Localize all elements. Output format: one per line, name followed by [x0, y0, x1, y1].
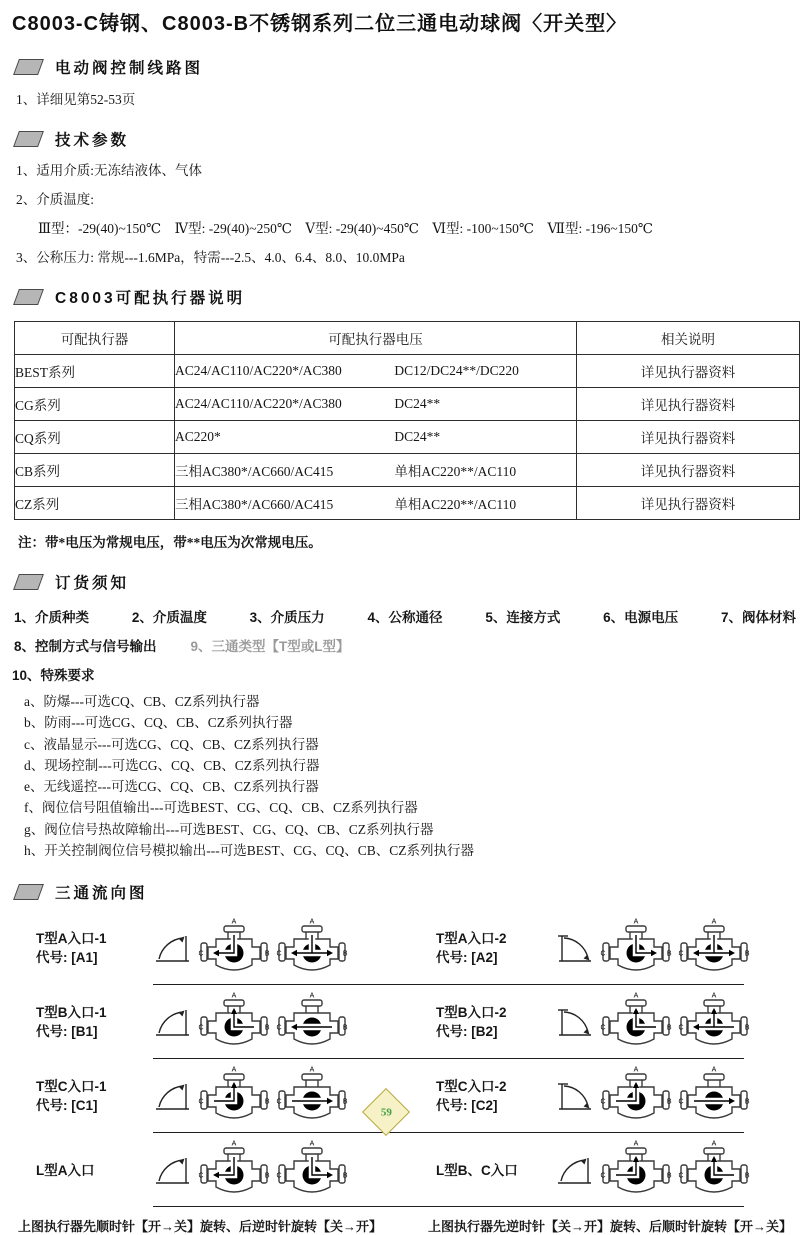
- tech-pressure-line: 3、公称压力: 常规---1.6MPa，特需---2.5、4.0、6.4、8.0、10.0MPa: [16, 250, 405, 265]
- valve-diagram-pair: [600, 1139, 750, 1201]
- section-marker-icon: [13, 574, 44, 590]
- section-header-circuit: [16, 56, 792, 78]
- actuator-voltage-cell: [175, 421, 577, 454]
- list-item: e、无线遥控---可选CG、CQ、CB、CZ系列执行器: [24, 779, 319, 795]
- rotation-arc-icon: [152, 1079, 194, 1113]
- col-header-actuator: 可配执行器: [15, 322, 175, 355]
- valve-diagram-pair: [600, 991, 750, 1053]
- flow-code: 代号: [C2]: [436, 1098, 498, 1114]
- order-item-control: 8、控制方式与信号输出: [14, 639, 157, 654]
- flow-title: L型A入口: [36, 1162, 95, 1178]
- flow-title: T型A入口-2: [436, 931, 507, 947]
- svg-text:A: A: [633, 1140, 639, 1148]
- svg-text:B: B: [666, 1024, 672, 1032]
- actuator-voltage-cell: [175, 388, 577, 421]
- flow-label: [436, 929, 554, 967]
- svg-text:A: A: [633, 992, 639, 1000]
- ac-voltage-value: 三相AC380*/AC660/AC415: [175, 464, 334, 479]
- actuator-voltage-cell: [175, 355, 577, 388]
- dc-voltage-value: DC24**: [394, 429, 441, 444]
- flow-group-right: [406, 1065, 750, 1127]
- flow-label: [36, 1161, 152, 1180]
- section-marker-icon: [13, 131, 44, 147]
- actuator-voltage-cell: [175, 454, 577, 487]
- order-items-row1: [14, 606, 796, 626]
- section-marker-icon: [13, 59, 44, 75]
- svg-text:C: C: [198, 1024, 204, 1032]
- section-heading-tech: 技术参数: [55, 132, 130, 149]
- rotation-arc-icon: [152, 1153, 194, 1187]
- document-page: [0, 7, 800, 1235]
- list-item: a、防爆---可选CQ、CB、CZ系列执行器: [24, 694, 260, 709]
- order-items-row2: [14, 635, 792, 655]
- svg-text:C: C: [600, 1098, 606, 1106]
- order-item: 4、公称通径: [367, 610, 443, 625]
- section-heading-order: 订货须知: [55, 575, 130, 592]
- rotation-arc-icon: [554, 1079, 596, 1113]
- list-item: f、阀位信号阻值输出---可选BEST、CG、CQ、CB、CZ系列执行器: [24, 800, 418, 816]
- table-body: [15, 355, 800, 520]
- valve-diagram-pair: [198, 1139, 348, 1201]
- flow-label: [436, 1003, 554, 1041]
- svg-text:A: A: [633, 1066, 639, 1074]
- svg-text:B: B: [744, 1098, 750, 1106]
- order-item: 5、连接方式: [485, 610, 561, 625]
- svg-text:A: A: [231, 1066, 237, 1074]
- flow-code: 代号: [A1]: [36, 950, 98, 966]
- flow-footer-left: 上图执行器先顺时针【开→关】旋转、后逆时针旋转【关→开】: [18, 1219, 383, 1235]
- rotation-arc-icon: [152, 1005, 194, 1039]
- order-item: 2、介质温度: [131, 610, 207, 625]
- actuator-series-cell: CG系列: [15, 388, 175, 421]
- svg-text:C: C: [678, 1098, 684, 1106]
- section-marker-icon: [13, 289, 44, 305]
- col-header-voltage: 可配执行器电压: [175, 322, 577, 355]
- flow-title: T型C入口-2: [436, 1079, 507, 1095]
- svg-text:B: B: [666, 950, 672, 958]
- svg-text:A: A: [711, 1066, 717, 1074]
- flow-row: [8, 985, 792, 1059]
- actuator-note-cell: 详见执行器资料: [577, 421, 800, 454]
- order-item: 1、介质种类: [14, 610, 90, 625]
- table-row: [15, 355, 800, 388]
- section-heading-circuit: 电动阀控制线路图: [55, 60, 204, 77]
- actuator-note-cell: 详见执行器资料: [577, 487, 800, 520]
- svg-text:C: C: [198, 950, 204, 958]
- dc-voltage-value: 单相AC220**/AC110: [394, 497, 517, 512]
- valve-diagram-pair: [198, 991, 348, 1053]
- flow-code: 代号: [B2]: [436, 1024, 498, 1040]
- flow-code: 代号: [C1]: [36, 1098, 98, 1114]
- page-title: C8003-C铸钢、C8003-B不锈钢系列二位三通电动球阀〈开关型〉: [12, 13, 628, 35]
- flow-row: [8, 1059, 792, 1133]
- valve-diagram-pair: [600, 1065, 750, 1127]
- svg-text:B: B: [342, 950, 348, 958]
- flow-label: [436, 1077, 554, 1115]
- svg-text:B: B: [342, 1098, 348, 1106]
- actuator-table: [14, 321, 800, 520]
- section-header-tech: [16, 128, 792, 150]
- svg-text:B: B: [264, 1172, 270, 1180]
- flow-group-left: [8, 917, 406, 979]
- flow-title: T型B入口-2: [436, 1005, 507, 1021]
- ac-voltage-value: 三相AC380*/AC660/AC415: [175, 497, 334, 512]
- table-header-row: [15, 322, 800, 355]
- circuit-note: 1、详细见第52-53页: [16, 92, 136, 107]
- svg-text:A: A: [711, 918, 717, 926]
- svg-text:C: C: [198, 1172, 204, 1180]
- tech-temp-line: 2、介质温度:: [16, 192, 95, 207]
- svg-text:A: A: [309, 992, 315, 1000]
- col-header-note: 相关说明: [577, 322, 800, 355]
- rotation-arc-icon: [152, 931, 194, 965]
- svg-text:A: A: [633, 918, 639, 926]
- flow-footer-right: 上图执行器先逆时针【关→开】旋转、后顺时针旋转【开→关】: [427, 1219, 792, 1235]
- svg-text:B: B: [744, 950, 750, 958]
- svg-text:A: A: [231, 1140, 237, 1148]
- flow-group-right: [406, 917, 750, 979]
- svg-text:A: A: [711, 992, 717, 1000]
- dc-voltage-value: 单相AC220**/AC110: [394, 464, 517, 479]
- ac-voltage-value: AC24/AC110/AC220*/AC380: [175, 363, 342, 378]
- rotation-arc-icon: [554, 931, 596, 965]
- row-divider: [153, 1206, 744, 1207]
- svg-text:B: B: [342, 1024, 348, 1032]
- flow-label: [36, 1077, 152, 1115]
- valve-diagram-pair: [198, 1065, 348, 1127]
- rotation-arc-icon: [554, 1005, 596, 1039]
- svg-text:B: B: [264, 1024, 270, 1032]
- table-footnote: 注：带*电压为常规电压，带**电压为次常规电压。: [18, 535, 322, 550]
- svg-text:A: A: [309, 918, 315, 926]
- flow-footer: [18, 1216, 792, 1235]
- list-item: g、阀位信号热故障输出---可选BEST、CG、CQ、CB、CZ系列执行器: [24, 821, 434, 837]
- actuator-series-cell: CZ系列: [15, 487, 175, 520]
- list-item: c、液晶显示---可选CG、CQ、CB、CZ系列执行器: [24, 736, 319, 752]
- actuator-note-cell: 详见执行器资料: [577, 454, 800, 487]
- order-item-threeway-type: 9、三通类型【T型或L型】: [190, 639, 350, 654]
- ac-voltage-value: AC220*: [175, 429, 221, 444]
- svg-text:C: C: [678, 1172, 684, 1180]
- svg-text:C: C: [678, 1024, 684, 1032]
- dc-voltage-value: DC24**: [394, 396, 441, 411]
- svg-text:A: A: [231, 918, 237, 926]
- svg-text:C: C: [600, 1172, 606, 1180]
- order-item: 7、阀体材料: [720, 610, 796, 625]
- flow-group-right: [406, 991, 750, 1053]
- flow-title: T型B入口-1: [36, 1005, 107, 1021]
- actuator-series-cell: CB系列: [15, 454, 175, 487]
- svg-text:B: B: [264, 1098, 270, 1106]
- flow-title: T型C入口-1: [36, 1079, 107, 1095]
- table-row: [15, 388, 800, 421]
- ac-voltage-value: AC24/AC110/AC220*/AC380: [175, 396, 342, 411]
- svg-text:C: C: [276, 950, 282, 958]
- section-heading-actuator: C8003可配执行器说明: [55, 290, 246, 307]
- list-item: d、现场控制---可选CG、CQ、CB、CZ系列执行器: [24, 757, 320, 773]
- actuator-voltage-cell: [175, 487, 577, 520]
- section-header-flow: [16, 881, 792, 903]
- svg-text:A: A: [309, 1066, 315, 1074]
- flow-group-left: [8, 1139, 406, 1201]
- section-header-order: [16, 571, 792, 593]
- svg-text:B: B: [744, 1024, 750, 1032]
- svg-text:B: B: [666, 1172, 672, 1180]
- valve-diagram-pair: [198, 917, 348, 979]
- tech-temp-detail: Ⅲ型：-29(40)~150℃ Ⅳ型: -29(40)~250℃ Ⅴ型: -29(40)~450℃ Ⅵ型: -100~150℃ Ⅶ型: -196~150℃: [38, 221, 653, 236]
- flow-title: T型A入口-1: [36, 931, 107, 947]
- order-item: 3、介质压力: [249, 610, 325, 625]
- svg-text:B: B: [342, 1172, 348, 1180]
- svg-text:A: A: [711, 1140, 717, 1148]
- svg-text:C: C: [276, 1172, 282, 1180]
- flow-label: [436, 1161, 554, 1180]
- actuator-note-cell: 详见执行器资料: [577, 388, 800, 421]
- order-item: 6、电源电压: [603, 610, 679, 625]
- valve-diagram-pair: [600, 917, 750, 979]
- flow-label: [36, 929, 152, 967]
- flow-group-left: [8, 991, 406, 1053]
- flow-title: L型B、C入口: [436, 1162, 518, 1178]
- svg-text:A: A: [231, 992, 237, 1000]
- list-item: h、开关控制阀位信号模拟输出---可选BEST、CG、CQ、CB、CZ系列执行器: [24, 843, 475, 859]
- table-row: [15, 487, 800, 520]
- svg-text:C: C: [276, 1024, 282, 1032]
- flow-code: 代号: [A2]: [436, 950, 498, 966]
- svg-text:B: B: [666, 1098, 672, 1106]
- svg-text:C: C: [198, 1098, 204, 1106]
- section-heading-flow: 三通流向图: [55, 885, 148, 903]
- svg-text:C: C: [276, 1098, 282, 1106]
- list-item: b、防雨---可选CG、CQ、CB、CZ系列执行器: [24, 715, 293, 731]
- rotation-arc-icon: [554, 1153, 596, 1187]
- flow-row: [8, 911, 792, 985]
- order-item-special: 10、特殊要求: [12, 668, 95, 683]
- flow-row: [8, 1133, 792, 1207]
- svg-text:A: A: [309, 1140, 315, 1148]
- order-special-list: [24, 691, 792, 861]
- tech-media-line: 1、适用介质:无冻结液体、气体: [16, 163, 203, 178]
- svg-text:B: B: [744, 1172, 750, 1180]
- section-marker-icon: [13, 884, 44, 900]
- flow-label: [36, 1003, 152, 1041]
- flow-group-left: [8, 1065, 406, 1127]
- svg-text:C: C: [600, 1024, 606, 1032]
- actuator-series-cell: CQ系列: [15, 421, 175, 454]
- page-number: 59: [380, 1106, 392, 1118]
- svg-text:C: C: [678, 950, 684, 958]
- flow-diagram-area: [8, 911, 792, 1207]
- dc-voltage-value: DC12/DC24**/DC220: [394, 363, 519, 378]
- svg-text:B: B: [264, 950, 270, 958]
- svg-text:C: C: [600, 950, 606, 958]
- actuator-series-cell: BEST系列: [15, 355, 175, 388]
- table-row: [15, 421, 800, 454]
- flow-code: 代号: [B1]: [36, 1024, 98, 1040]
- flow-group-right: [406, 1139, 750, 1201]
- table-row: [15, 454, 800, 487]
- section-header-actuator: [16, 286, 792, 308]
- actuator-note-cell: 详见执行器资料: [577, 355, 800, 388]
